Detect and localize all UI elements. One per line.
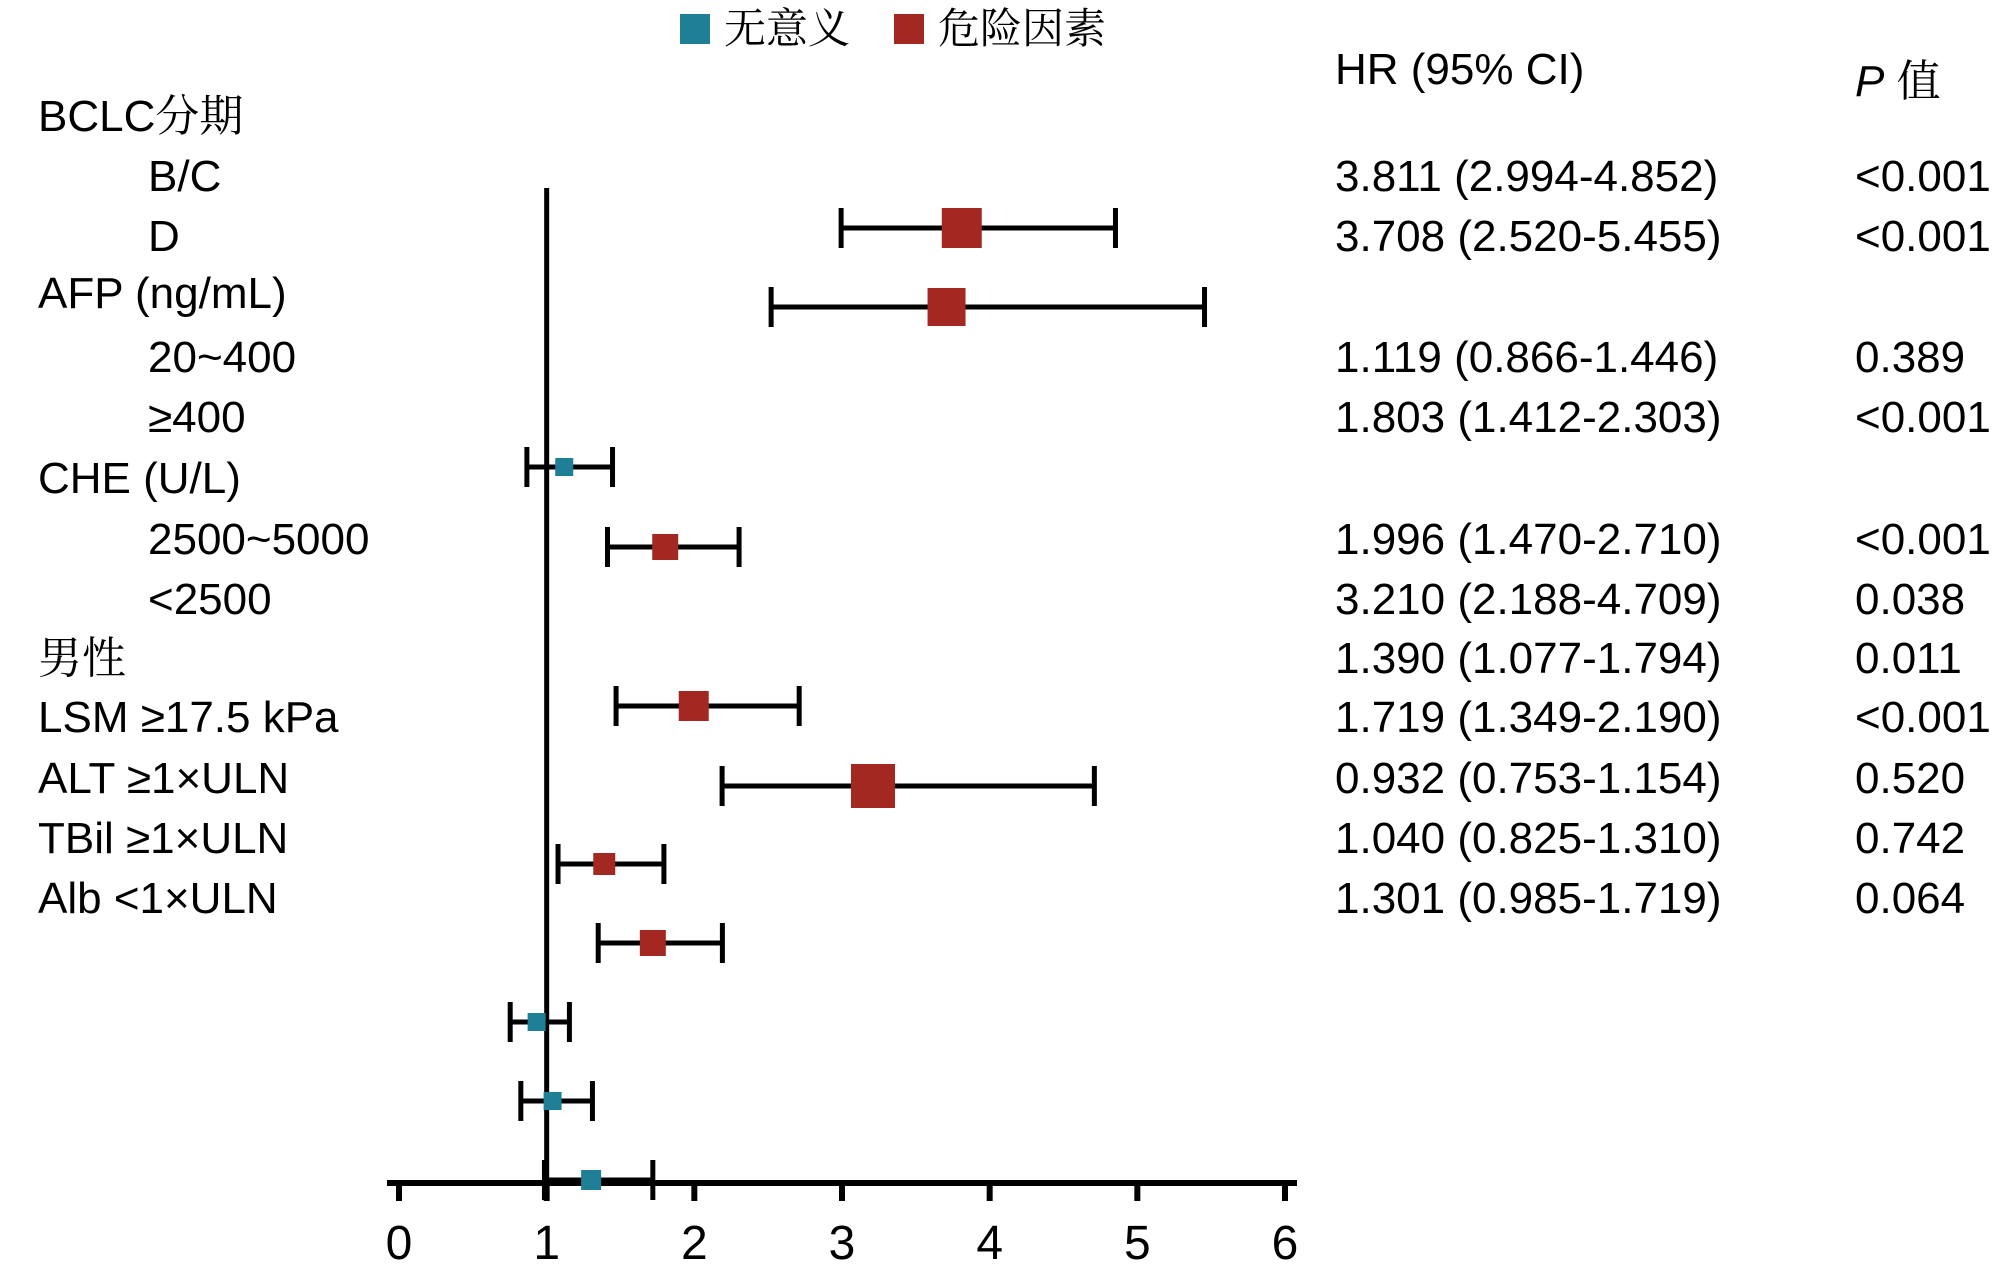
row-label: 2500~5000 — [148, 515, 370, 564]
chart-legend — [680, 5, 1107, 52]
legend-nonsignificant — [680, 5, 851, 52]
p-value: <0.001 — [1855, 152, 1991, 201]
column-header-hr: HR (95% CI) — [1335, 45, 1585, 94]
forest-row-marker — [616, 686, 799, 726]
hr-value: 1.040 (0.825-1.310) — [1335, 814, 1722, 863]
point-estimate-marker — [544, 1092, 562, 1110]
row-label: ≥400 — [148, 393, 246, 442]
forest-row-marker — [521, 1081, 593, 1121]
row-group-label: CHE (U/L) — [38, 454, 241, 503]
hr-value: 1.119 (0.866-1.446) — [1335, 333, 1719, 382]
forest-row-marker — [841, 208, 1115, 248]
p-value: <0.001 — [1855, 693, 1991, 742]
point-estimate-marker — [581, 1170, 601, 1190]
x-axis-tick-label: 2 — [680, 1217, 708, 1270]
point-estimate-marker — [942, 208, 982, 248]
x-axis-tick-label: 6 — [1271, 1217, 1299, 1270]
p-value: 0.389 — [1855, 333, 1966, 382]
row-label: B/C — [148, 152, 222, 201]
x-axis-tick-label: 3 — [828, 1217, 856, 1270]
hr-value: 1.719 (1.349-2.190) — [1335, 693, 1722, 742]
p-value: 0.011 — [1855, 634, 1962, 683]
forest-row-marker — [722, 764, 1094, 808]
forest-row-marker — [608, 527, 740, 567]
point-estimate-marker — [652, 534, 678, 560]
row-label: 20~400 — [148, 333, 297, 382]
forest-row-marker — [598, 923, 722, 963]
legend-label: 危险因素 — [938, 5, 1107, 52]
hr-value: 1.390 (1.077-1.794) — [1335, 634, 1722, 683]
legend-label: 无意义 — [724, 5, 851, 52]
p-value: 0.742 — [1855, 814, 1966, 863]
forest-row-marker — [544, 1160, 652, 1200]
hr-value: 1.996 (1.470-2.710) — [1335, 515, 1722, 564]
row-label: LSM ≥17.5 kPa — [38, 693, 339, 742]
point-estimate-marker — [640, 930, 666, 956]
hr-value: 1.301 (0.985-1.719) — [1335, 874, 1722, 923]
p-value: <0.001 — [1855, 393, 1991, 442]
x-axis-tick-label: 4 — [976, 1217, 1004, 1270]
hr-value: 3.811 (2.994-4.852) — [1335, 152, 1719, 201]
row-group-label: AFP (ng/mL) — [38, 269, 287, 318]
row-group-label: BCLC分期 — [38, 92, 244, 141]
p-value: <0.001 — [1855, 515, 1991, 564]
legend-swatch-icon — [894, 14, 924, 44]
row-label: D — [148, 212, 180, 261]
legend-swatch-icon — [680, 14, 710, 44]
point-estimate-marker — [555, 458, 573, 476]
row-label: <2500 — [148, 575, 272, 624]
hr-value: 1.803 (1.412-2.303) — [1335, 393, 1722, 442]
forest-row-marker — [510, 1002, 569, 1042]
column-header-pvalue — [1855, 45, 1941, 109]
p-value: <0.001 — [1855, 212, 1991, 261]
x-axis-tick-label: 0 — [385, 1217, 413, 1270]
p-value: 0.520 — [1855, 754, 1966, 803]
row-label: ALT ≥1×ULN — [38, 754, 290, 803]
p-value: 0.038 — [1855, 575, 1966, 624]
hr-value: 3.210 (2.188-4.709) — [1335, 575, 1722, 624]
point-estimate-marker — [928, 288, 966, 326]
row-label: TBil ≥1×ULN — [38, 814, 289, 863]
point-estimate-marker — [851, 764, 895, 808]
point-estimate-marker — [528, 1013, 546, 1031]
point-estimate-marker — [593, 853, 615, 875]
p-header-suffix: 值 — [1884, 57, 1941, 106]
x-axis-tick-label: 5 — [1123, 1217, 1151, 1270]
forest-row-marker — [771, 287, 1204, 327]
point-estimate-marker — [679, 691, 709, 721]
p-value: 0.064 — [1855, 874, 1966, 923]
row-label: 男性 — [38, 634, 126, 683]
row-label: Alb <1×ULN — [38, 874, 278, 923]
p-symbol: P — [1855, 57, 1885, 106]
hr-value: 3.708 (2.520-5.455) — [1335, 212, 1722, 261]
forest-row-marker — [558, 844, 664, 884]
x-axis-tick-label: 1 — [533, 1217, 561, 1270]
legend-riskfactor — [894, 5, 1107, 52]
hr-value: 0.932 (0.753-1.154) — [1335, 754, 1722, 803]
forest-row-marker — [527, 447, 613, 487]
